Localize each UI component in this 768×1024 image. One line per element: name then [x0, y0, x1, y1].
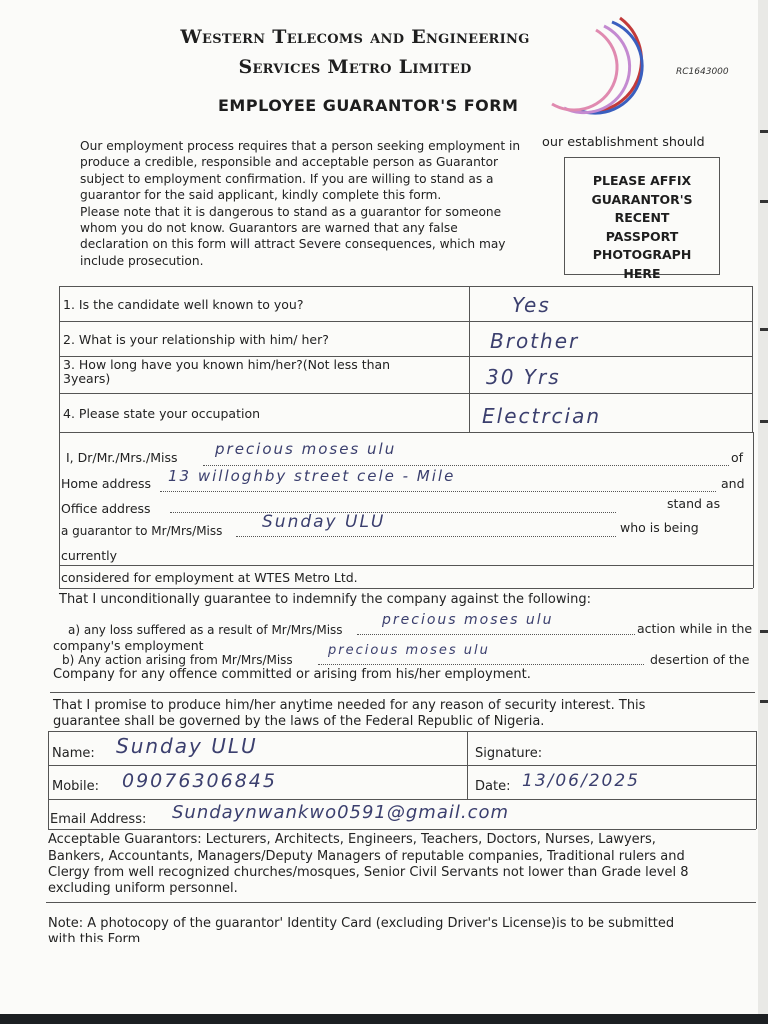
- details-mid-border: [467, 731, 468, 799]
- dotted-line: [203, 465, 729, 466]
- answer-duration[interactable]: 30 Yrs: [486, 365, 561, 389]
- question-label-line: 3years): [63, 371, 111, 386]
- question-row: [59, 321, 753, 357]
- intro-line: subject to employment confirmation. If you are willing to stand as a: [80, 171, 494, 186]
- answer-known[interactable]: Yes: [512, 293, 551, 317]
- divider: [50, 692, 755, 693]
- clause-b-suffix: desertion of the: [650, 652, 750, 667]
- promise-line1: That I promise to produce him/her anytime needed for any reason of security interest. This: [53, 698, 646, 713]
- question-row: [59, 356, 753, 394]
- details-row-border: [48, 765, 756, 766]
- who-is-being-label: who is being: [620, 520, 699, 535]
- clause-a-name[interactable]: precious moses ulu: [382, 612, 554, 628]
- company-name-line1: Western Telecoms and Engineering: [180, 26, 530, 48]
- intro-line: include prosecution.: [80, 253, 204, 268]
- dotted-line: [318, 664, 644, 665]
- background-edge: [758, 0, 768, 1024]
- details-right-border: [756, 731, 757, 829]
- guarantor-email[interactable]: Sundaynwankwo0591@gmail.com: [172, 802, 510, 823]
- acceptable-line: Bankers, Accountants, Managers/Deputy Managers of reputable companies, Traditional rulers and: [48, 849, 685, 864]
- office-address-label: Office address: [61, 501, 151, 516]
- details-row-border: [48, 799, 756, 800]
- question-label: 2. What is your relationship with him/ her?: [60, 322, 470, 356]
- acceptable-line: Acceptable Guarantors: Lecturers, Architects, Engineers, Teachers, Doctors, Nurses, Lawyers,: [48, 832, 656, 847]
- details-row-border: [48, 829, 756, 830]
- clause-a-suffix: action while in the: [637, 621, 753, 636]
- name-label: Name:: [52, 746, 95, 761]
- clause-b-prefix: b) Any action arising from Mr/Mrs/Miss: [62, 653, 293, 667]
- intro-line: guarantor for the said applicant, kindly complete this form.: [80, 188, 442, 203]
- details-top-border: [48, 731, 756, 732]
- photo-box-text: RECENT: [614, 210, 670, 225]
- company-name-line2: Services Metro Limited: [238, 56, 472, 78]
- intro-line: produce a credible, responsible and acceptable person as Guarantor: [80, 155, 499, 170]
- form-title: EMPLOYEE GUARANTOR'S FORM: [218, 96, 519, 115]
- edge-mark: [760, 420, 768, 423]
- divider: [59, 565, 753, 566]
- signature-label: Signature:: [475, 746, 543, 761]
- email-label: Email Address:: [50, 812, 147, 827]
- note-line: with this Form: [48, 932, 141, 942]
- intro-paragraph: [80, 138, 560, 269]
- footer-divider: [46, 902, 756, 903]
- dotted-line: [357, 634, 635, 635]
- currently-text: currently: [61, 548, 117, 563]
- dotted-line: [160, 491, 716, 492]
- clause-b-name[interactable]: precious moses ulu: [328, 643, 490, 658]
- question-label-line: 3. How long have you known him/her?(Not less than: [63, 357, 391, 372]
- background-bottom: [0, 1014, 768, 1024]
- intro-line: whom you do not know. Guarantors are warned that any false: [80, 221, 458, 236]
- promise-line2: guarantee shall be governed by the laws of the Federal Republic of Nigeria.: [53, 714, 545, 729]
- form-date[interactable]: 13/06/2025: [522, 771, 640, 791]
- edge-mark: [760, 630, 768, 633]
- photo-box-text: GUARANTOR'S: [591, 191, 693, 207]
- dotted-line: [170, 512, 616, 513]
- note-line: Note: A photocopy of the guarantor' Identity Card (excluding Driver's License)is to be submitted: [48, 916, 675, 931]
- dotted-line: [236, 536, 616, 537]
- intro-line-tail: our establishment should: [542, 135, 705, 150]
- company-logo-icon: [530, 12, 660, 122]
- intro-line: Our employment process requires that a person seeking employment in: [80, 139, 521, 153]
- intro-line: declaration on this form will attract Severe consequences, which may: [80, 237, 506, 252]
- guarantor-to-label: a guarantor to Mr/Mrs/Miss: [61, 524, 223, 538]
- edge-mark: [760, 700, 768, 703]
- considered-text: considered for employment at WTES Metro Ltd.: [61, 570, 358, 585]
- clause-a-line2: company's employment: [53, 638, 204, 653]
- question-row: [59, 393, 753, 433]
- name-prefix: I, Dr/Mr./Mrs./Miss: [66, 450, 178, 465]
- candidate-name[interactable]: Sunday ULU: [262, 512, 386, 532]
- unconditional-text: That I unconditionally guarantee to indemnify the company against the following:: [59, 592, 591, 607]
- edge-mark: [760, 328, 768, 331]
- photo-box-text: PHOTOGRAPH: [592, 247, 692, 262]
- declarant-name[interactable]: precious moses ulu: [215, 440, 397, 458]
- guarantor-mobile[interactable]: 09076306845: [122, 770, 277, 792]
- home-address-value[interactable]: 13 willoghby street cele - Mile: [168, 467, 456, 485]
- date-label: Date:: [475, 779, 511, 794]
- mobile-label: Mobile:: [52, 779, 100, 794]
- question-row: [59, 286, 753, 322]
- border-right: [753, 432, 754, 588]
- question-label: 4. Please state your occupation: [60, 394, 470, 432]
- intro-line: Please note that it is dangerous to stand as a guarantor for someone: [80, 204, 502, 219]
- question-label: [60, 357, 470, 393]
- photo-box-text: PASSPORT: [605, 228, 679, 244]
- divider: [59, 588, 753, 589]
- photo-box-text: HERE: [623, 265, 661, 281]
- acceptable-line: Clergy from well recognized churches/mosques, Senior Civil Servants not lower than Grade level 8: [48, 865, 689, 880]
- rc-number: RC1643000: [676, 67, 729, 77]
- of-label: of: [731, 450, 744, 465]
- stand-as-label: stand as: [667, 496, 721, 511]
- photo-box-text: PLEASE AFFIX: [592, 173, 692, 188]
- answer-occupation[interactable]: Electrcian: [482, 404, 602, 428]
- and-label: and: [721, 476, 745, 491]
- edge-mark: [760, 130, 768, 133]
- clause-b-line2: Company for any offence committed or arising from his/her employment.: [53, 667, 531, 682]
- page-bottom-margin: [0, 943, 764, 1014]
- edge-mark: [760, 200, 768, 203]
- home-address-label: Home address: [61, 476, 151, 491]
- question-label: 1. Is the candidate well known to you?: [60, 287, 470, 321]
- details-left-border: [48, 731, 49, 829]
- answer-relationship[interactable]: Brother: [490, 329, 580, 353]
- guarantor-name[interactable]: Sunday ULU: [116, 734, 258, 758]
- acceptable-line: excluding uniform personnel.: [48, 881, 238, 896]
- passport-photo-box[interactable]: [564, 157, 720, 281]
- clause-a-prefix: a) any loss suffered as a result of Mr/Mrs/Miss: [68, 623, 343, 637]
